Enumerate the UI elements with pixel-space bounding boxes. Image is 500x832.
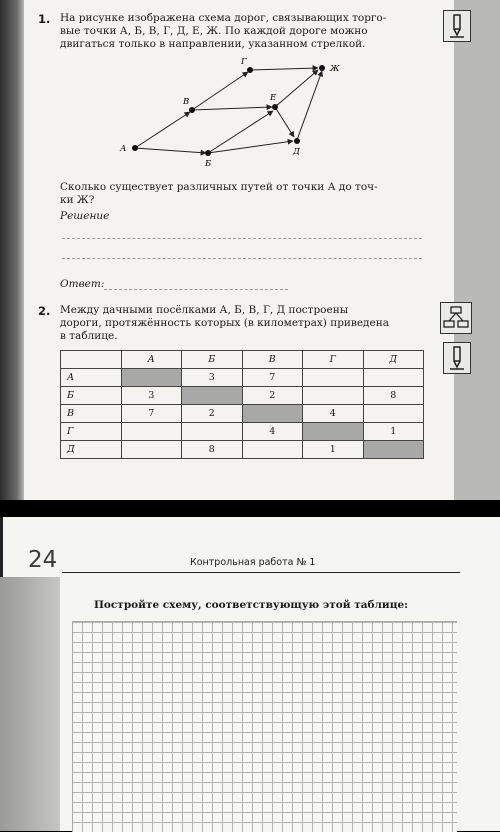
table-cell (242, 441, 303, 459)
table-cell: 7 (242, 369, 303, 387)
task2-text (60, 304, 389, 343)
node-a (132, 145, 138, 151)
label-e: Е (270, 93, 277, 103)
table-header-row (61, 351, 424, 369)
table-cell (303, 369, 364, 387)
label-g: Г (241, 57, 247, 67)
header-divider (62, 572, 460, 573)
table-cell: 8 (363, 387, 424, 405)
edge-v-e (192, 107, 272, 110)
table-cell: 2 (182, 405, 243, 423)
edge-e-d (275, 107, 294, 137)
table-header-cell: А (121, 351, 182, 369)
node-b (205, 150, 211, 156)
table-header-cell (61, 351, 122, 369)
header-title: Контрольная работа № 1 (190, 557, 316, 568)
table-cell: 4 (242, 423, 303, 441)
node-d (294, 138, 300, 144)
task1-question (60, 181, 378, 207)
task1-line: вые точки А, Б, В, Г, Д, Е, Ж. По каждой дороге можно (60, 25, 368, 37)
table-row-head: Б (61, 387, 122, 405)
edge-b-e (208, 111, 273, 153)
table-header-cell: В (242, 351, 303, 369)
pen-icon-graphic (444, 11, 470, 41)
table-cell (303, 387, 364, 405)
edge-g-zh (250, 68, 318, 70)
edge-e-zh (275, 70, 318, 107)
distance-table (60, 350, 424, 459)
table-cell: 8 (182, 441, 243, 459)
table-row (61, 405, 424, 423)
node-zh (319, 65, 325, 71)
table-cell (121, 423, 182, 441)
table-header-cell: Б (182, 351, 243, 369)
label-b: Б (205, 159, 212, 169)
table-cell (182, 423, 243, 441)
table-row (61, 423, 424, 441)
table-row-head: Г (61, 423, 122, 441)
table-row-head: А (61, 369, 122, 387)
node-e (272, 104, 278, 110)
table-row-head: Д (61, 441, 122, 459)
node-v (189, 107, 195, 113)
label-d: Д (293, 147, 300, 157)
road-diagram (110, 55, 360, 170)
task1-number: 1. (38, 12, 51, 26)
pen-icon-graphic (444, 343, 470, 373)
task2-line: Между дачными посёлками А, Б, В, Г, Д построены (60, 304, 349, 316)
table-cell: 3 (182, 369, 243, 387)
task2-line: дороги, протяжённость которых (в километрах) приведена (60, 317, 389, 329)
table-cell: 3 (121, 387, 182, 405)
task2-line: в таблице. (60, 330, 118, 342)
table-row (61, 441, 424, 459)
table-cell (363, 369, 424, 387)
task2-number: 2. (38, 304, 51, 318)
table-row (61, 369, 424, 387)
table-cell-diagonal (182, 387, 243, 405)
table-cell (121, 441, 182, 459)
task-instruction: Постройте схему, соответствующую этой таблице: (94, 599, 409, 611)
edge-v-g (192, 72, 248, 110)
label-v: В (183, 97, 190, 107)
table-cell: 4 (303, 405, 364, 423)
edge-a-v (135, 112, 190, 148)
page-number: 24 (28, 547, 58, 573)
task1-question-line: Сколько существует различных путей от точки А до точ- (60, 181, 378, 193)
table-cell: 1 (363, 423, 424, 441)
table-cell-diagonal (121, 369, 182, 387)
pen-icon (443, 342, 471, 374)
task1-line: двигаться только в направлении, указанном стрелкой. (60, 38, 366, 50)
table-cell: 7 (121, 405, 182, 423)
task1-question-line: ки Ж? (60, 194, 95, 206)
table-cell (363, 405, 424, 423)
solution-line (62, 238, 422, 239)
table-row-head: В (61, 405, 122, 423)
table-cell: 2 (242, 387, 303, 405)
graph-paper-grid (72, 621, 457, 832)
diagram-icon-graphic (441, 303, 471, 333)
label-zh: Ж (330, 64, 340, 74)
pen-icon (443, 10, 471, 42)
table-cell-diagonal (303, 423, 364, 441)
edge-d-zh (297, 71, 322, 140)
task1-text (60, 12, 386, 51)
bottom-page (0, 517, 500, 831)
page-side-band (0, 577, 60, 831)
table-cell: 1 (303, 441, 364, 459)
table-header-cell: Г (303, 351, 364, 369)
solution-line (62, 258, 422, 259)
page-edge-shadow (0, 0, 24, 500)
answer-line (104, 289, 288, 290)
table-cell-diagonal (242, 405, 303, 423)
node-g (247, 67, 253, 73)
task1-line: На рисунке изображена схема дорог, связывающих торго- (60, 12, 387, 24)
answer-label: Ответ: (60, 278, 105, 290)
table-header-cell: Д (363, 351, 424, 369)
page-gutter (454, 0, 500, 500)
diagram-icon (440, 302, 472, 334)
table-row (61, 387, 424, 405)
edge-a-b (135, 148, 206, 153)
label-a: А (120, 144, 127, 154)
table-cell-diagonal (363, 441, 424, 459)
edge-b-d (208, 141, 293, 153)
solution-label: Решение (60, 210, 110, 222)
